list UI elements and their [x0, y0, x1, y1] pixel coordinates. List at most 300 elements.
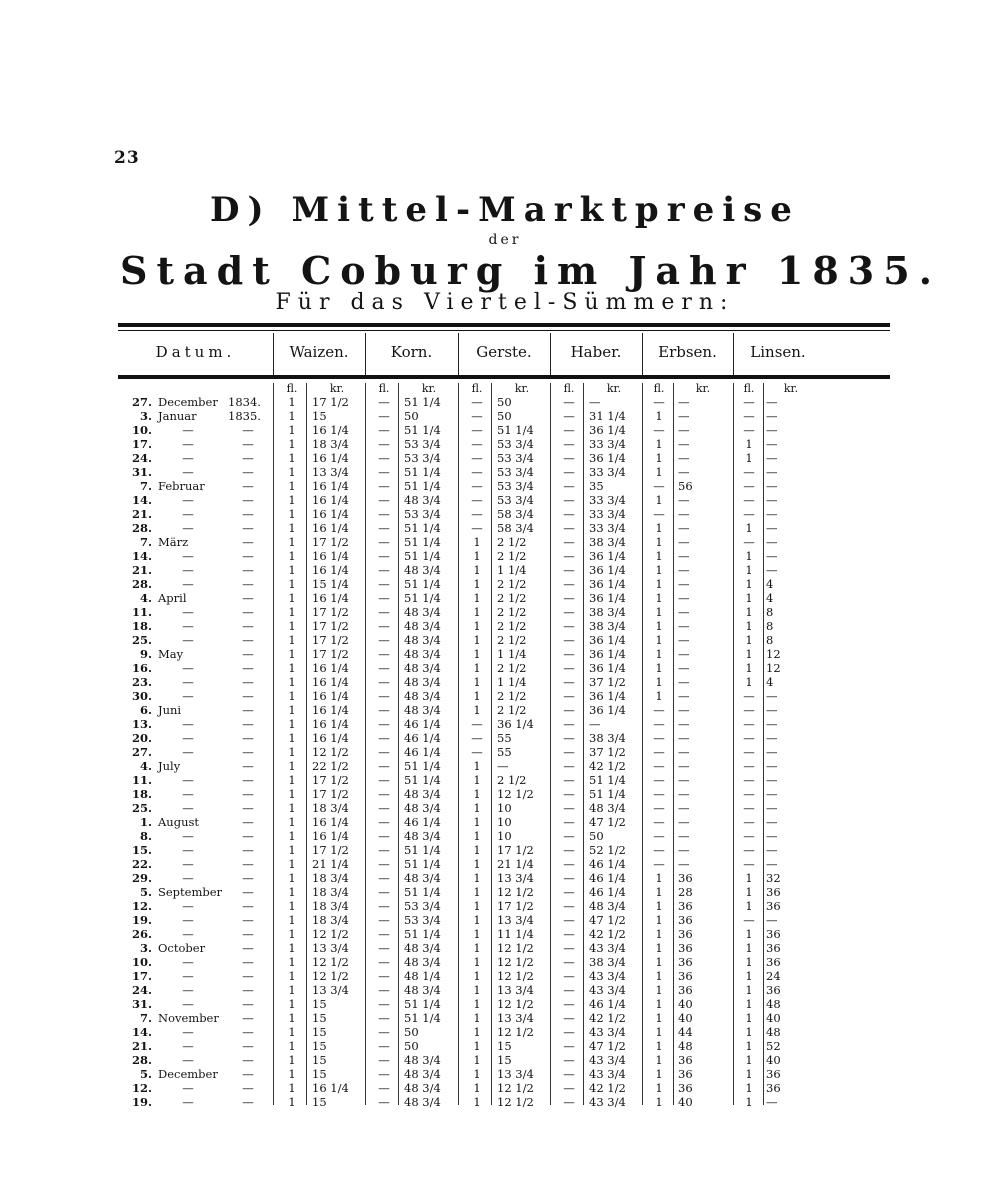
date-month: —	[182, 507, 194, 521]
price-haber-kr: 43 3/4	[589, 983, 626, 997]
price-gerste-fl: 1	[473, 955, 481, 969]
price-korn-kr: 50	[404, 1039, 419, 1053]
price-haber-fl: —	[563, 1025, 575, 1039]
price-waizen-kr: 17 1/2	[312, 787, 349, 801]
date-year: —	[242, 731, 254, 745]
price-linsen-kr: 24	[766, 969, 781, 983]
price-linsen-fl: 1	[745, 521, 753, 535]
date-month: —	[182, 521, 194, 535]
table-row	[118, 913, 890, 927]
price-linsen-fl: 1	[745, 549, 753, 563]
price-haber-kr: 36 1/4	[589, 661, 626, 675]
title-measure: Für das Viertel-Sümmern:	[275, 290, 735, 315]
price-linsen-kr: 32	[766, 871, 781, 885]
price-haber-fl: —	[563, 451, 575, 465]
price-haber-fl: —	[563, 955, 575, 969]
price-korn-kr: 51 1/4	[404, 591, 441, 605]
price-korn-fl: —	[378, 885, 390, 899]
table-row	[118, 409, 890, 423]
date-month: —	[182, 955, 194, 969]
price-haber-fl: —	[563, 563, 575, 577]
price-erbsen-kr: 36	[678, 955, 693, 969]
price-korn-kr: 48 3/4	[404, 1067, 441, 1081]
price-gerste-kr: 15	[497, 1039, 512, 1053]
price-waizen-kr: 13 3/4	[312, 983, 349, 997]
date-month: —	[182, 549, 194, 563]
price-korn-kr: 51 1/4	[404, 395, 441, 409]
price-waizen-fl: 1	[288, 479, 296, 493]
date-year: —	[242, 703, 254, 717]
price-gerste-fl: 1	[473, 619, 481, 633]
date-month: —	[182, 619, 194, 633]
price-erbsen-fl: —	[653, 843, 665, 857]
price-korn-kr: 48 3/4	[404, 647, 441, 661]
price-korn-fl: —	[378, 647, 390, 661]
price-korn-kr: 48 3/4	[404, 605, 441, 619]
price-haber-kr: 36 1/4	[589, 633, 626, 647]
price-linsen-kr: —	[766, 745, 778, 759]
price-erbsen-kr: —	[678, 689, 690, 703]
date-day: 1.	[139, 815, 152, 829]
price-korn-fl: —	[378, 955, 390, 969]
price-gerste-kr: 12 1/2	[497, 1081, 534, 1095]
price-erbsen-fl: 1	[655, 535, 663, 549]
table-row	[118, 507, 890, 521]
table-row	[118, 787, 890, 801]
price-haber-kr: 46 1/4	[589, 857, 626, 871]
price-erbsen-fl: 1	[655, 521, 663, 535]
table-row	[118, 633, 890, 647]
price-linsen-kr: 40	[766, 1053, 781, 1067]
price-haber-fl: —	[563, 1039, 575, 1053]
price-waizen-kr: 13 3/4	[312, 941, 349, 955]
table-row	[118, 1039, 890, 1053]
price-gerste-fl: —	[471, 731, 483, 745]
price-erbsen-fl: 1	[655, 633, 663, 647]
price-erbsen-kr: —	[678, 493, 690, 507]
table-row	[118, 997, 890, 1011]
price-waizen-kr: 12 1/2	[312, 955, 349, 969]
price-erbsen-kr: —	[678, 619, 690, 633]
price-erbsen-fl: 1	[655, 563, 663, 577]
price-haber-fl: —	[563, 521, 575, 535]
price-erbsen-kr: —	[678, 409, 690, 423]
date-day: 14.	[131, 1025, 152, 1039]
price-linsen-kr: —	[766, 507, 778, 521]
price-linsen-kr: —	[766, 395, 778, 409]
date-day: 10.	[131, 423, 152, 437]
price-linsen-fl: —	[743, 801, 755, 815]
price-haber-fl: —	[563, 829, 575, 843]
date-year: —	[242, 927, 254, 941]
price-gerste-kr: —	[497, 759, 509, 773]
price-korn-fl: —	[378, 717, 390, 731]
price-waizen-kr: 18 3/4	[312, 871, 349, 885]
price-waizen-kr: 17 1/2	[312, 605, 349, 619]
price-waizen-kr: 18 3/4	[312, 885, 349, 899]
price-korn-fl: —	[378, 899, 390, 913]
price-haber-fl: —	[563, 395, 575, 409]
price-haber-fl: —	[563, 549, 575, 563]
price-korn-kr: 48 3/4	[404, 787, 441, 801]
date-day: 3.	[139, 941, 152, 955]
price-waizen-fl: 1	[288, 563, 296, 577]
date-day: 11.	[131, 605, 152, 619]
price-gerste-fl: —	[471, 423, 483, 437]
price-erbsen-kr: —	[678, 563, 690, 577]
price-korn-kr: 48 3/4	[404, 563, 441, 577]
date-month: —	[182, 577, 194, 591]
date-month: —	[182, 661, 194, 675]
price-haber-kr: 36 1/4	[589, 689, 626, 703]
price-linsen-kr: —	[766, 535, 778, 549]
unit-fl: fl.	[563, 382, 575, 395]
date-month: —	[182, 871, 194, 885]
price-linsen-kr: —	[766, 773, 778, 787]
date-day: 5.	[139, 885, 152, 899]
price-haber-fl: —	[563, 661, 575, 675]
date-year: —	[242, 605, 254, 619]
price-gerste-kr: 12 1/2	[497, 941, 534, 955]
price-korn-fl: —	[378, 689, 390, 703]
price-korn-kr: 48 3/4	[404, 983, 441, 997]
price-linsen-kr: —	[766, 493, 778, 507]
date-day: 22.	[131, 857, 152, 871]
price-linsen-fl: —	[743, 815, 755, 829]
date-year: —	[242, 759, 254, 773]
price-erbsen-fl: 1	[655, 675, 663, 689]
date-year: —	[242, 745, 254, 759]
price-linsen-kr: —	[766, 521, 778, 535]
price-haber-fl: —	[563, 423, 575, 437]
table-row	[118, 983, 890, 997]
price-erbsen-kr: 36	[678, 927, 693, 941]
price-haber-fl: —	[563, 773, 575, 787]
date-year: —	[242, 479, 254, 493]
price-korn-kr: 50	[404, 1025, 419, 1039]
price-waizen-fl: 1	[288, 899, 296, 913]
price-haber-kr: 42 1/2	[589, 927, 626, 941]
date-month: —	[182, 675, 194, 689]
price-waizen-fl: 1	[288, 521, 296, 535]
price-waizen-kr: 15	[312, 1095, 327, 1109]
table-row	[118, 647, 890, 661]
price-korn-fl: —	[378, 815, 390, 829]
date-day: 27.	[131, 745, 152, 759]
date-year: —	[242, 675, 254, 689]
price-waizen-fl: 1	[288, 703, 296, 717]
price-gerste-kr: 13 3/4	[497, 983, 534, 997]
price-gerste-kr: 55	[497, 731, 512, 745]
price-erbsen-fl: 1	[655, 927, 663, 941]
table-row	[118, 451, 890, 465]
date-day: 3.	[139, 409, 152, 423]
date-day: 27.	[131, 395, 152, 409]
price-haber-fl: —	[563, 717, 575, 731]
price-erbsen-kr: —	[678, 633, 690, 647]
price-gerste-kr: 53 3/4	[497, 437, 534, 451]
price-korn-kr: 51 1/4	[404, 759, 441, 773]
table-row	[118, 759, 890, 773]
price-haber-kr: 46 1/4	[589, 885, 626, 899]
price-waizen-fl: 1	[288, 535, 296, 549]
price-erbsen-kr: 40	[678, 997, 693, 1011]
price-linsen-kr: 12	[766, 647, 781, 661]
price-haber-fl: —	[563, 1011, 575, 1025]
price-linsen-fl: 1	[745, 1053, 753, 1067]
price-linsen-kr: 48	[766, 1025, 781, 1039]
price-erbsen-fl: —	[653, 773, 665, 787]
price-gerste-kr: 53 3/4	[497, 465, 534, 479]
date-month: —	[182, 913, 194, 927]
price-waizen-fl: 1	[288, 465, 296, 479]
price-gerste-kr: 10	[497, 829, 512, 843]
header-datum: Datum.	[155, 343, 236, 361]
price-haber-fl: —	[563, 983, 575, 997]
price-erbsen-fl: 1	[655, 493, 663, 507]
price-korn-kr: 48 3/4	[404, 661, 441, 675]
date-year: —	[242, 1081, 254, 1095]
price-linsen-kr: 36	[766, 1081, 781, 1095]
price-linsen-kr: —	[766, 703, 778, 717]
price-waizen-kr: 18 3/4	[312, 899, 349, 913]
table-row	[118, 535, 890, 549]
price-linsen-fl: —	[743, 759, 755, 773]
price-korn-kr: 50	[404, 409, 419, 423]
title-main: D) Mittel-Marktpreise	[210, 190, 800, 230]
price-gerste-kr: 1 1/4	[497, 563, 527, 577]
price-erbsen-fl: 1	[655, 409, 663, 423]
date-month: December	[158, 395, 218, 409]
price-waizen-kr: 15	[312, 409, 327, 423]
date-year: —	[242, 899, 254, 913]
price-korn-kr: 48 3/4	[404, 1095, 441, 1109]
price-erbsen-kr: 36	[678, 871, 693, 885]
date-year: —	[242, 1039, 254, 1053]
price-waizen-kr: 22 1/2	[312, 759, 349, 773]
price-haber-fl: —	[563, 507, 575, 521]
price-linsen-fl: 1	[745, 591, 753, 605]
date-day: 25.	[131, 801, 152, 815]
table-row	[118, 423, 890, 437]
price-waizen-fl: 1	[288, 885, 296, 899]
price-korn-kr: 51 1/4	[404, 465, 441, 479]
price-linsen-kr: 4	[766, 577, 774, 591]
date-day: 12.	[131, 1081, 152, 1095]
price-gerste-kr: 2 1/2	[497, 549, 527, 563]
price-korn-kr: 48 3/4	[404, 619, 441, 633]
date-month: —	[182, 829, 194, 843]
date-month: —	[182, 423, 194, 437]
header-waizen: Waizen.	[289, 343, 349, 361]
price-erbsen-fl: 1	[655, 969, 663, 983]
price-gerste-fl: 1	[473, 703, 481, 717]
price-linsen-kr: —	[766, 843, 778, 857]
price-erbsen-fl: —	[653, 787, 665, 801]
price-korn-fl: —	[378, 619, 390, 633]
date-year: —	[242, 885, 254, 899]
date-year: 1834.	[228, 395, 261, 409]
price-erbsen-fl: —	[653, 745, 665, 759]
price-linsen-kr: —	[766, 759, 778, 773]
table-row	[118, 731, 890, 745]
price-linsen-fl: 1	[745, 577, 753, 591]
title-connector: der	[488, 232, 522, 248]
price-haber-fl: —	[563, 1095, 575, 1109]
price-linsen-kr: 36	[766, 941, 781, 955]
price-linsen-kr: 8	[766, 619, 774, 633]
date-month: —	[182, 605, 194, 619]
price-waizen-fl: 1	[288, 647, 296, 661]
table-row	[118, 703, 890, 717]
price-erbsen-kr: 40	[678, 1011, 693, 1025]
price-linsen-fl: 1	[745, 1095, 753, 1109]
price-linsen-fl: 1	[745, 633, 753, 647]
price-korn-fl: —	[378, 1081, 390, 1095]
price-gerste-fl: —	[471, 465, 483, 479]
price-erbsen-kr: 36	[678, 941, 693, 955]
price-erbsen-kr: —	[678, 661, 690, 675]
price-linsen-fl: 1	[745, 619, 753, 633]
price-waizen-fl: 1	[288, 843, 296, 857]
price-haber-fl: —	[563, 941, 575, 955]
price-haber-fl: —	[563, 843, 575, 857]
price-korn-fl: —	[378, 1067, 390, 1081]
price-erbsen-fl: 1	[655, 619, 663, 633]
price-korn-kr: 51 1/4	[404, 521, 441, 535]
table-row	[118, 927, 890, 941]
price-korn-fl: —	[378, 521, 390, 535]
price-haber-kr: 36 1/4	[589, 703, 626, 717]
price-gerste-kr: 10	[497, 815, 512, 829]
price-haber-kr: 33 3/4	[589, 465, 626, 479]
date-month: Januar	[158, 409, 197, 423]
price-waizen-fl: 1	[288, 871, 296, 885]
price-linsen-fl: —	[743, 745, 755, 759]
price-gerste-fl: —	[471, 479, 483, 493]
unit-fl: fl.	[653, 382, 665, 395]
price-korn-fl: —	[378, 1053, 390, 1067]
price-korn-fl: —	[378, 465, 390, 479]
price-gerste-kr: 53 3/4	[497, 479, 534, 493]
price-erbsen-kr: —	[678, 605, 690, 619]
price-haber-kr: 47 1/2	[589, 913, 626, 927]
price-haber-fl: —	[563, 899, 575, 913]
table-row	[118, 465, 890, 479]
date-day: 15.	[131, 843, 152, 857]
price-gerste-fl: 1	[473, 857, 481, 871]
price-korn-kr: 53 3/4	[404, 437, 441, 451]
date-year: —	[242, 563, 254, 577]
price-gerste-kr: 17 1/2	[497, 843, 534, 857]
price-linsen-fl: —	[743, 787, 755, 801]
price-korn-kr: 48 3/4	[404, 1081, 441, 1095]
price-linsen-fl: —	[743, 731, 755, 745]
price-gerste-kr: 58 3/4	[497, 521, 534, 535]
date-year: —	[242, 997, 254, 1011]
price-linsen-fl: 1	[745, 563, 753, 577]
price-erbsen-fl: —	[653, 801, 665, 815]
price-erbsen-fl: 1	[655, 1039, 663, 1053]
price-erbsen-kr: —	[678, 773, 690, 787]
price-linsen-kr: —	[766, 563, 778, 577]
date-month: —	[182, 451, 194, 465]
price-haber-fl: —	[563, 787, 575, 801]
price-waizen-kr: 17 1/2	[312, 633, 349, 647]
unit-kr: kr.	[514, 382, 530, 395]
price-waizen-fl: 1	[288, 829, 296, 843]
price-waizen-kr: 17 1/2	[312, 773, 349, 787]
date-day: 7.	[139, 535, 152, 549]
price-korn-kr: 51 1/4	[404, 479, 441, 493]
table-row	[118, 941, 890, 955]
price-gerste-fl: 1	[473, 983, 481, 997]
price-linsen-fl: —	[743, 409, 755, 423]
price-haber-fl: —	[563, 1053, 575, 1067]
price-linsen-kr: 52	[766, 1039, 781, 1053]
table-row	[118, 563, 890, 577]
unit-kr: kr.	[695, 382, 711, 395]
price-korn-fl: —	[378, 437, 390, 451]
price-erbsen-kr: —	[678, 451, 690, 465]
price-erbsen-kr: —	[678, 535, 690, 549]
price-haber-kr: 48 3/4	[589, 899, 626, 913]
price-gerste-kr: 2 1/2	[497, 703, 527, 717]
price-linsen-fl: —	[743, 493, 755, 507]
price-waizen-kr: 16 1/4	[312, 717, 349, 731]
price-erbsen-kr: —	[678, 591, 690, 605]
table-row	[118, 395, 890, 409]
price-korn-fl: —	[378, 479, 390, 493]
price-erbsen-fl: 1	[655, 661, 663, 675]
price-waizen-kr: 16 1/4	[312, 829, 349, 843]
price-haber-kr: 51 1/4	[589, 787, 626, 801]
price-korn-fl: —	[378, 983, 390, 997]
price-gerste-kr: 36 1/4	[497, 717, 534, 731]
price-waizen-kr: 12 1/2	[312, 969, 349, 983]
price-gerste-fl: 1	[473, 801, 481, 815]
price-erbsen-fl: 1	[655, 983, 663, 997]
price-linsen-kr: 40	[766, 1011, 781, 1025]
price-haber-kr: 36 1/4	[589, 647, 626, 661]
date-month: —	[182, 465, 194, 479]
price-gerste-kr: 12 1/2	[497, 955, 534, 969]
date-day: 17.	[131, 437, 152, 451]
price-korn-fl: —	[378, 563, 390, 577]
price-waizen-fl: 1	[288, 1067, 296, 1081]
price-gerste-kr: 13 3/4	[497, 1011, 534, 1025]
price-erbsen-kr: —	[678, 759, 690, 773]
date-day: 31.	[131, 465, 152, 479]
price-haber-fl: —	[563, 759, 575, 773]
price-gerste-fl: 1	[473, 1053, 481, 1067]
price-waizen-fl: 1	[288, 731, 296, 745]
price-haber-fl: —	[563, 857, 575, 871]
price-erbsen-kr: 40	[678, 1095, 693, 1109]
price-erbsen-fl: —	[653, 759, 665, 773]
price-waizen-fl: 1	[288, 675, 296, 689]
price-gerste-fl: 1	[473, 675, 481, 689]
table-row	[118, 857, 890, 871]
price-gerste-kr: 51 1/4	[497, 423, 534, 437]
price-gerste-fl: 1	[473, 829, 481, 843]
price-haber-kr: 38 3/4	[589, 731, 626, 745]
price-erbsen-kr: —	[678, 675, 690, 689]
price-erbsen-kr: 56	[678, 479, 693, 493]
price-gerste-kr: 12 1/2	[497, 1095, 534, 1109]
date-year: —	[242, 829, 254, 843]
date-year: —	[242, 843, 254, 857]
